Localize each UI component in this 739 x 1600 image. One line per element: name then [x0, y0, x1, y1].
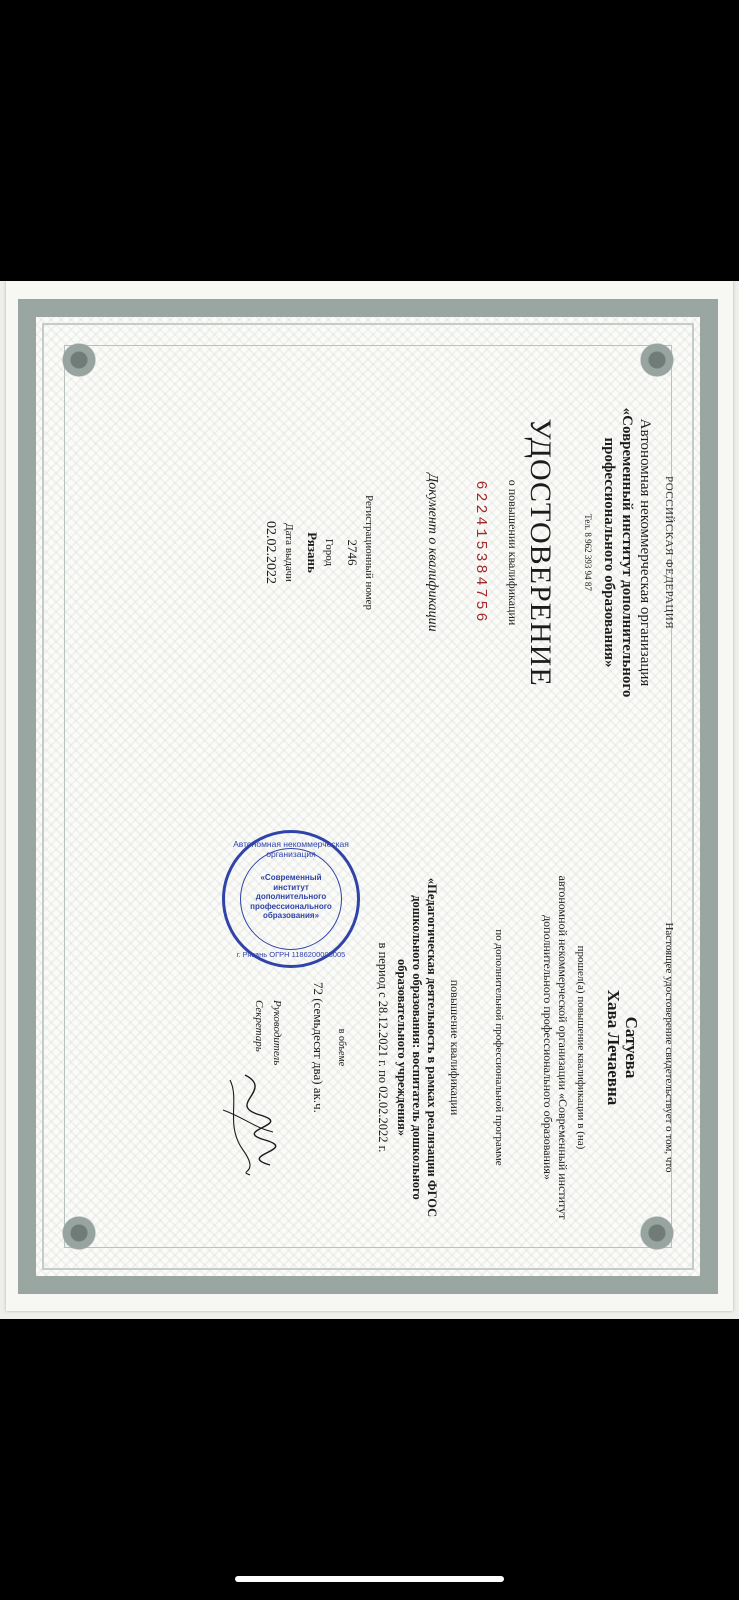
country-label: РОССИЙСКАЯ ФЕДЕРАЦИЯ: [662, 475, 675, 630]
certificate-number: 622415384756: [471, 480, 489, 625]
registration-number-value: 2746: [344, 539, 360, 566]
certificate-subtitle: о повышении квалификации: [505, 479, 520, 626]
certificate-content: [25, 305, 715, 1295]
institution-line1: автономной некоммерческой организации «Современный институт: [555, 875, 570, 1220]
program-name-line1: «Педагогическая деятельность в рамках реализации ФГОС: [424, 877, 439, 1218]
org-name-line1: Автономная некоммерческая организация: [636, 418, 653, 687]
org-name-line3: профессионального образования»: [600, 437, 617, 668]
stamp-line3: дополнительного: [255, 892, 326, 902]
document-photo: [0, 281, 739, 1319]
stamp-line1: «Современный: [259, 873, 322, 882]
certificate-left-page: [25, 305, 715, 800]
document-kind: Документ о квалификации: [424, 473, 440, 632]
signature-icon: [215, 1070, 285, 1180]
program-label: по дополнительной профессиональной программе: [492, 929, 505, 1166]
org-phone: Тел. 8 962 393 94 87: [582, 514, 593, 591]
head-role-label: Руководитель: [270, 1000, 283, 1066]
city-value: Рязань: [304, 532, 320, 573]
stamp-center-text: [249, 873, 333, 921]
stamp-ring-bottom-text: г. Рязань ОГРН 1186200005005: [236, 950, 345, 959]
stamp-ring-top-text: Автономная некоммерческая организация: [232, 839, 349, 859]
program-name-line2: дошкольного образования: воспитатель дошкольного: [409, 895, 424, 1200]
program-name-line3: образовательного учреждения»: [394, 959, 409, 1136]
issue-date-label: Дата выдачи: [282, 523, 295, 582]
city-label: Город: [322, 538, 335, 567]
stamp-line2: институт: [272, 882, 309, 892]
certifies-intro: Настоящее удостоверение свидетельствует о том, что: [662, 922, 675, 1173]
program-type: повышение квалификации: [447, 979, 462, 1116]
registration-number-label: Регистрационный номер: [362, 494, 375, 611]
volume-label: в объеме: [335, 1028, 347, 1067]
holder-given-names: Хава Лечаевна: [603, 989, 623, 1106]
official-stamp-icon: [222, 830, 360, 968]
stamp-line4: профессионального: [249, 901, 332, 911]
secretary-role-label: Секретарь: [252, 1000, 265, 1052]
training-period: в период с 28.12.2021 г. по 02.02.2022 г.: [375, 942, 390, 1153]
stamp-line5: образования»: [262, 911, 319, 921]
certificate-title: УДОСТОВЕРЕНИЕ: [523, 418, 557, 687]
institution-line2: дополнительного профессионального образования»: [540, 915, 555, 1180]
issue-date-value: 02.02.2022: [262, 521, 278, 584]
home-indicator[interactable]: [235, 1576, 504, 1582]
certificate-right-page: [25, 800, 715, 1295]
passed-training-text: прошел(а) повышение квалификации в (на): [574, 945, 587, 1150]
training-hours: 72 (семьдесят два) ак.ч.: [310, 982, 326, 1113]
org-name-line2: «Современный институт дополнительного: [618, 407, 635, 698]
holder-surname: Сатуева: [621, 1016, 641, 1079]
